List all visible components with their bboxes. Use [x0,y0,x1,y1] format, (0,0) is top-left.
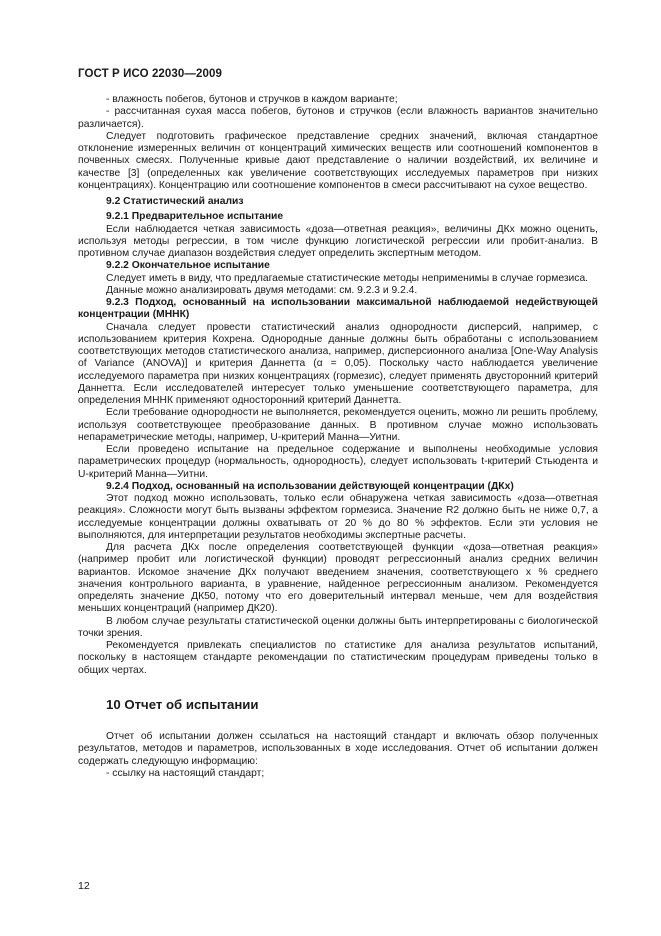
section-heading: 10 Отчет об испытании [106,696,259,712]
section-heading: 9.2.4 Подход, основанный на использовании действующей концентрации (ДКx) [106,480,514,492]
paragraph: Если проведено испытание на предельное содержание и выполнены необходимые условия параметрических процедур (нормальность, однородность), следует использовать t-критерий Стьюдента и U-критерий Манна—Уитни. [78,444,598,480]
paragraph: Следует подготовить графическое представление средних значений, включая стандартное отклонение измеренных величин от концентраций химических веществ или соотношений компонентов в почвенных смесях. Полученные кривые дают представление о наличии воздействий, их величине и качестве [3] (определенных как увеличение соответствующих исследуемых параметров при низких концентрациях). Концентрацию или соотношение компонентов в смеси рассчитывают на сухое вещество. [78,130,598,191]
paragraph: Рекомендуется привлекать специалистов по статистике для анализа результатов испытаний, поскольку в настоящем стандарте рекомендации по статистическим процедурам приведены только в общих чертах. [78,640,598,676]
page-number: 12 [78,880,90,892]
paragraph: Если наблюдается четкая зависимость «доза—ответная реакция», величины ДКx можно оценить, используя методы регрессии, в том числе функцию логистической регрессии или пробит-анализ. В противном случае диапазон воздействия следует определить экспертным методом. [78,223,598,259]
section-heading: 9.2 Статистический анализ [106,196,244,207]
paragraph: - влажность побегов, бутонов и стручков в каждом варианте; [106,94,398,105]
paragraph: - рассчитанная сухая масса побегов, бутонов и стручков (если влажность вариантов значительно различается). [78,106,598,130]
section-heading: 9.2.1 Предварительное испытание [106,211,284,223]
paragraph: - ссылку на настоящий стандарт; [106,767,265,779]
paragraph: Отчет об испытании должен ссылаться на настоящий стандарт и включать обзор полученных результатов, методов и параметров, использованных в ходе исследования. Отчет об испытании должен содержать следующую информацию: [78,731,598,767]
document-header: ГОСТ Р ИСО 22030—2009 [78,68,223,80]
paragraph: В любом случае результаты статистической оценки должны быть интерпретированы с биологической точки зрения. [78,615,598,639]
paragraph: Этот подход можно использовать, только если обнаружена четкая зависимость «доза—ответная реакция». Сложности могут быть вызваны эффектом гормезиса. Значение R2 должно быть не ниже 0,7, а исследуемые концентрации должны охватывать от 20 % до 80 % эффектов. Если эти условия не выполняются, для интерпретации результатов необходимы экспертные расчеты. [78,493,598,541]
section-heading: 9.2.3 Подход, основанный на использовании максимальной наблюдаемой недействующей концентрации (МННК) [78,297,598,321]
section-heading: 9.2.2 Окончательное испытание [106,260,270,272]
paragraph: Следует иметь в виду, что предлагаемые статистические методы неприменимы в случае гормезиса. [106,272,589,284]
paragraph: Если требование однородности не выполняется, рекомендуется оценить, можно ли решить проблему, используя соответствующее преобразование данных. В противном случае можно использовать непараметрические методы, например, U-критерий Манна—Уитни. [78,407,598,443]
paragraph: Для расчета ДКx после определения соответствующей функции «доза—ответная реакция» (например пробит или логистической функции) проводят регрессионный анализ средних величин вариантов. Искомое значение ДКx получают введением значения, соответствующего x % среднего значения контрольного варианта, в уравнение, найденное регрессионным анализом. Рекомендуется определять значение ДК50, потому что его доверительный интервал меньше, чем для воздействия меньших концентраций (например ДК20). [78,542,598,615]
paragraph: Сначала следует провести статистический анализ однородности дисперсий, например, с использованием критерия Кохрена. Однородные данные должны быть обработаны с использованием соответствующих методов статистического анализа, например, дисперсионного анализа [One-Way Analysis of Variance (ANOVA)] и критерия Даннетта (α = 0,05). Поскольку часто наблюдается увеличение исследуемого параметра при низких концентрациях (гормезис), следует применять двусторонний критерий Даннетта. Если исследователей интересует только уменьшение соответствующего параметра, для определения МННК применяют односторонний критерий Даннетта. [78,321,598,406]
document-body [78,94,598,780]
paragraph: Данные можно анализировать двумя методами: см. 9.2.3 и 9.2.4. [106,284,418,296]
